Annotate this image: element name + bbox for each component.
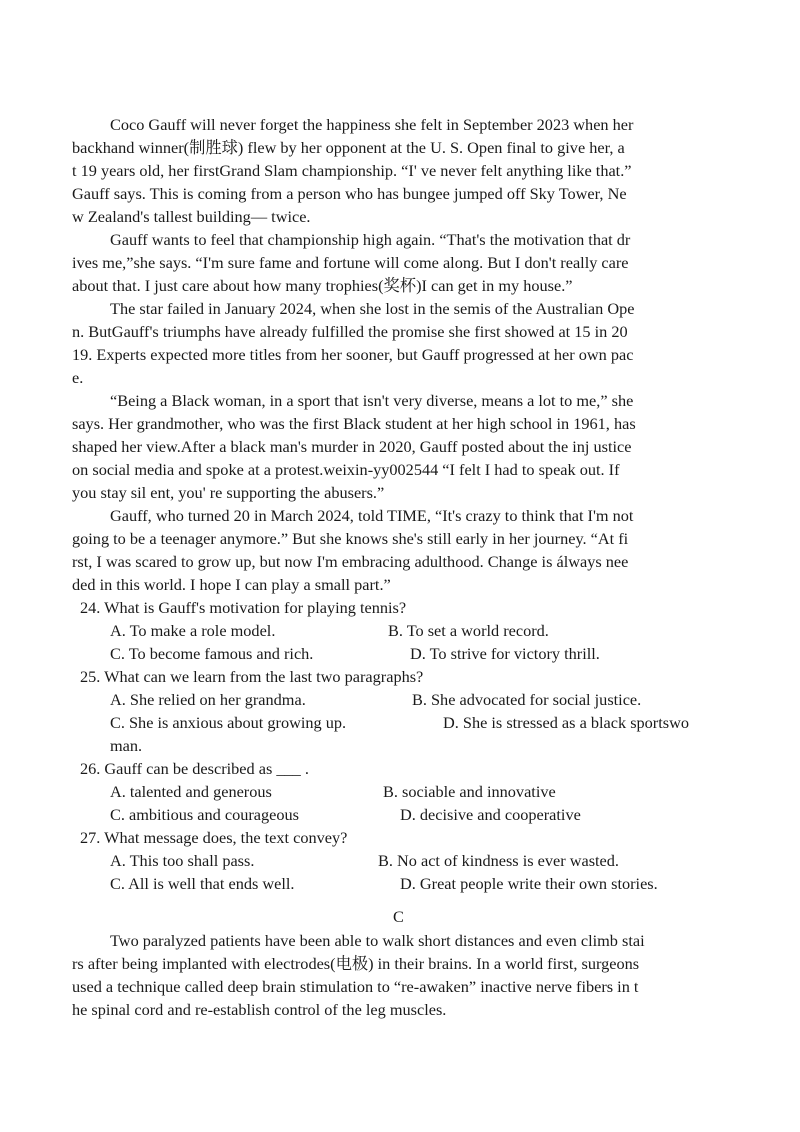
passage-line: ded in this world. I hope I can play a small part.”	[72, 575, 391, 594]
option-d[interactable]: D. Great people write their own stories.	[400, 874, 658, 893]
passage-line: e.	[72, 368, 84, 387]
passage-line: used a technique called deep brain stimulation to “re-awaken” inactive nerve fibers in t	[72, 977, 639, 996]
passage-line: you stay sil ent, you' re supporting the abusers.”	[72, 483, 385, 502]
passage-line: Gauff wants to feel that championship high again. “That's the motivation that dr	[110, 230, 631, 249]
passage-line: says. Her grandmother, who was the first Black student at her high school in 1961, has	[72, 414, 636, 433]
option-a[interactable]: A. talented and generous	[110, 782, 272, 801]
option-c[interactable]: C. ambitious and courageous	[110, 805, 300, 824]
option-c[interactable]: C. All is well that ends well.	[110, 874, 295, 893]
question-stem: 24. What is Gauff's motivation for playing tennis?	[80, 598, 407, 617]
passage-line: Two paralyzed patients have been able to walk short distances and even climb stai	[110, 931, 645, 950]
passage-line: backhand winner(制胜球) flew by her opponent at the U. S. Open final to give her, a	[72, 138, 625, 157]
passage-line: rst, I was scared to grow up, but now I'm embracing adulthood. Change is álways nee	[72, 552, 629, 571]
option-b[interactable]: B. She advocated for social justice.	[412, 690, 642, 709]
passage-line: going to be a teenager anymore.” But she knows she's still early in her journey. “At fi	[72, 529, 629, 548]
option-a[interactable]: A. This too shall pass.	[110, 851, 255, 870]
option-a[interactable]: A. To make a role model.	[110, 621, 276, 640]
option-d[interactable]: D. To strive for victory thrill.	[410, 644, 600, 663]
question-stem: 26. Gauff can be described as ___ .	[80, 759, 309, 778]
question-stem: 25. What can we learn from the last two paragraphs?	[80, 667, 424, 686]
passage-line: shaped her view.After a black man's murder in 2020, Gauff posted about the inj ustice	[72, 437, 632, 456]
passage-line: The star failed in January 2024, when she lost in the semis of the Australian Ope	[110, 299, 635, 318]
section-heading: C	[393, 907, 404, 926]
option-c[interactable]: C. She is anxious about growing up.	[110, 713, 347, 732]
option-d[interactable]: D. decisive and cooperative	[400, 805, 581, 824]
option-b[interactable]: B. No act of kindness is ever wasted.	[378, 851, 619, 870]
passage-line: Gauff, who turned 20 in March 2024, told TIME, “It's crazy to think that I'm not	[110, 506, 634, 525]
passage-line: about that. I just care about how many trophies(奖杯)I can get in my house.”	[72, 276, 573, 295]
passage-line: 19. Experts expected more titles from her sooner, but Gauff progressed at her own pac	[72, 345, 634, 364]
question-stem: 27. What message does, the text convey?	[80, 828, 348, 847]
passage-line: “Being a Black woman, in a sport that isn't very diverse, means a lot to me,” she	[110, 391, 634, 410]
passage-line: he spinal cord and re-establish control of the leg muscles.	[72, 1000, 447, 1019]
passage-line: t 19 years old, her firstGrand Slam championship. “I' ve never felt anything like that.”	[72, 161, 632, 180]
passage-line: on social media and spoke at a protest.weixin-yy002544 “I felt I had to speak out. If	[72, 460, 620, 479]
option-d-continuation: man.	[110, 736, 143, 755]
passage-line: rs after being implanted with electrodes(电极) in their brains. In a world first, surgeons	[72, 954, 640, 973]
option-a[interactable]: A. She relied on her grandma.	[110, 690, 306, 709]
option-d[interactable]: D. She is stressed as a black sportswo	[443, 713, 689, 732]
option-b[interactable]: B. sociable and innovative	[383, 782, 556, 801]
passage-line: Gauff says. This is coming from a person who has bungee jumped off Sky Tower, Ne	[72, 184, 627, 203]
passage-line: Coco Gauff will never forget the happiness she felt in September 2023 when her	[110, 115, 634, 134]
passage-line: w Zealand's tallest building— twice.	[72, 207, 311, 226]
passage-line: n. ButGauff's triumphs have already fulfilled the promise she first showed at 15 in 20	[72, 322, 628, 341]
option-c[interactable]: C. To become famous and rich.	[110, 644, 314, 663]
passage-line: ives me,”she says. “I'm sure fame and fortune will come along. But I don't really care	[72, 253, 629, 272]
option-b[interactable]: B. To set a world record.	[388, 621, 549, 640]
